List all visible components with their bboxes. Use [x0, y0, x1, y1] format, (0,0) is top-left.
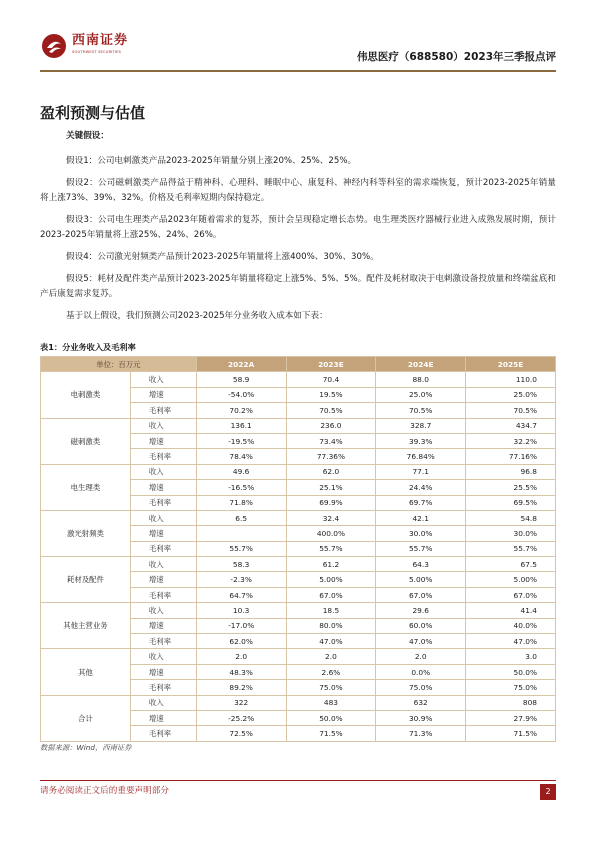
- data-source: 数据来源：Wind，西南证券: [40, 743, 132, 752]
- metric-value: 49.6: [196, 464, 286, 479]
- metric-value: 62.0%: [196, 634, 286, 649]
- assumption-5: 假设5：耗材及配件类产品预计2023-2025年销量将稳定上涨5%、5%、5%。配件及耗材取决于电刺激设备投放量和终端盆底和产后康复需求复苏。: [40, 274, 556, 299]
- table-row: [41, 418, 556, 433]
- metric-label: 收入: [130, 603, 196, 618]
- assumption-4: 假设4：公司激光射频类产品预计2023-2025年销量将上涨400%、30%、30%。: [66, 252, 379, 262]
- segment-name: 电刺激类: [41, 372, 131, 418]
- metric-value: 77.16%: [466, 449, 556, 464]
- metric-value: 322: [196, 695, 286, 710]
- metric-label: 毛利率: [130, 449, 196, 464]
- metric-label: 收入: [130, 649, 196, 664]
- page-header: [40, 32, 556, 70]
- metric-value: 5.00%: [286, 572, 376, 587]
- metric-value: 808: [466, 695, 556, 710]
- metric-value: 55.7%: [376, 541, 466, 556]
- metric-value: 40.0%: [466, 618, 556, 633]
- header-divider: [40, 70, 556, 72]
- metric-value: 69.9%: [286, 495, 376, 510]
- metric-value: 2.0: [196, 649, 286, 664]
- metric-label: 收入: [130, 464, 196, 479]
- metric-value: 55.7%: [196, 541, 286, 556]
- metric-value: -54.0%: [196, 387, 286, 402]
- table-row: [41, 695, 556, 710]
- metric-value: 89.2%: [196, 680, 286, 695]
- year-header: 2024E: [376, 357, 466, 372]
- metric-value: 236.0: [286, 418, 376, 433]
- metric-value: -17.0%: [196, 618, 286, 633]
- metric-value: -2.3%: [196, 572, 286, 587]
- metric-value: 328.7: [376, 418, 466, 433]
- table-row: [41, 603, 556, 618]
- metric-value: 55.7%: [286, 541, 376, 556]
- metric-value: 67.5: [466, 557, 556, 572]
- metric-value: 71.5%: [466, 726, 556, 741]
- metric-value: 42.1: [376, 510, 466, 525]
- metric-value: 69.7%: [376, 495, 466, 510]
- footer-disclaimer: 请务必阅读正文后的重要声明部分: [40, 786, 169, 796]
- metric-value: 76.84%: [376, 449, 466, 464]
- metric-value: 30.0%: [466, 526, 556, 541]
- brand-logo-icon: [40, 32, 68, 60]
- metric-value: 50.0%: [466, 664, 556, 679]
- metric-value: 77.1: [376, 464, 466, 479]
- table-header-row: [41, 357, 556, 372]
- metric-label: 毛利率: [130, 403, 196, 418]
- metric-label: 增速: [130, 572, 196, 587]
- metric-label: 增速: [130, 710, 196, 725]
- metric-label: 毛利率: [130, 495, 196, 510]
- metric-value: 0.0%: [376, 664, 466, 679]
- metric-value: 88.0: [376, 372, 466, 387]
- metric-value: 47.0%: [466, 634, 556, 649]
- metric-label: 毛利率: [130, 680, 196, 695]
- metric-label: 毛利率: [130, 726, 196, 741]
- segment-name: 电生理类: [41, 464, 131, 510]
- metric-value: 78.4%: [196, 449, 286, 464]
- metric-value: 632: [376, 695, 466, 710]
- metric-label: 增速: [130, 433, 196, 448]
- metric-value: 6.5: [196, 510, 286, 525]
- metric-value: 434.7: [466, 418, 556, 433]
- metric-value: 54.8: [466, 510, 556, 525]
- metric-value: 75.0%: [286, 680, 376, 695]
- brand-logo: [40, 32, 128, 66]
- metric-value: 70.5%: [376, 403, 466, 418]
- metric-value: 39.3%: [376, 433, 466, 448]
- metric-value: -19.5%: [196, 433, 286, 448]
- brand-name-en: SOUTHWEST SECURITIES: [72, 50, 122, 54]
- report-title: 伟思医疗（688580）2023年三季报点评: [356, 51, 556, 63]
- metric-value: 30.0%: [376, 526, 466, 541]
- table-row: [41, 372, 556, 387]
- table-title: 表1：分业务收入及毛利率: [40, 342, 136, 352]
- metric-value: 58.3: [196, 557, 286, 572]
- metric-value: 29.6: [376, 603, 466, 618]
- metric-value: 77.36%: [286, 449, 376, 464]
- metric-label: 毛利率: [130, 634, 196, 649]
- metric-value: 67.0%: [466, 587, 556, 602]
- metric-label: 增速: [130, 480, 196, 495]
- metric-label: 增速: [130, 387, 196, 402]
- metric-value: 75.0%: [466, 680, 556, 695]
- metric-value: 96.8: [466, 464, 556, 479]
- metric-value: 60.0%: [376, 618, 466, 633]
- metric-value: 64.7%: [196, 587, 286, 602]
- metric-value: 2.0: [376, 649, 466, 664]
- metric-value: 69.5%: [466, 495, 556, 510]
- metric-label: 毛利率: [130, 541, 196, 556]
- metric-label: 收入: [130, 557, 196, 572]
- assumption-2: 假设2：公司磁刺激类产品得益于精神科、心理科、睡眠中心、康复科、神经内科等科室的需求端恢复，预计2023-2025年销量将上涨73%、39%、32%。价格及毛利率短期内保持稳定。: [40, 178, 556, 203]
- segment-name: 合计: [41, 695, 131, 741]
- table-row: [41, 557, 556, 572]
- metric-value: 32.2%: [466, 433, 556, 448]
- metric-value: 58.9: [196, 372, 286, 387]
- metric-value: 27.9%: [466, 710, 556, 725]
- segment-name: 其他: [41, 649, 131, 695]
- metric-value: 25.5%: [466, 480, 556, 495]
- metric-value: 72.5%: [196, 726, 286, 741]
- unit-label: 单位：百万元: [41, 357, 197, 372]
- segment-name: 磁刺激类: [41, 418, 131, 464]
- metric-value: 62.0: [286, 464, 376, 479]
- table-row: [41, 649, 556, 664]
- year-header: 2022A: [196, 357, 286, 372]
- metric-label: 增速: [130, 526, 196, 541]
- metric-value: 32.4: [286, 510, 376, 525]
- year-header: 2025E: [466, 357, 556, 372]
- metric-value: 70.2%: [196, 403, 286, 418]
- table-row: [41, 510, 556, 525]
- metric-label: 收入: [130, 695, 196, 710]
- revenue-margin-table: [40, 356, 556, 742]
- metric-value: 48.3%: [196, 664, 286, 679]
- metric-value: 67.0%: [286, 587, 376, 602]
- metric-value: 18.5: [286, 603, 376, 618]
- metric-value: 400.0%: [286, 526, 376, 541]
- year-header: 2023E: [286, 357, 376, 372]
- metric-value: 25.1%: [286, 480, 376, 495]
- metric-label: 收入: [130, 418, 196, 433]
- metric-value: 73.4%: [286, 433, 376, 448]
- metric-value: 25.0%: [376, 387, 466, 402]
- metric-label: 收入: [130, 372, 196, 387]
- metric-value: 30.9%: [376, 710, 466, 725]
- key-assumptions-heading: 关键假设：: [66, 131, 109, 141]
- metric-value: 70.5%: [286, 403, 376, 418]
- metric-value: 483: [286, 695, 376, 710]
- metric-value: 41.4: [466, 603, 556, 618]
- metric-label: 毛利率: [130, 587, 196, 602]
- metric-value: 71.8%: [196, 495, 286, 510]
- metric-value: 70.5%: [466, 403, 556, 418]
- metric-value: 61.2: [286, 557, 376, 572]
- metric-value: 47.0%: [376, 634, 466, 649]
- metric-value: 71.3%: [376, 726, 466, 741]
- metric-label: 增速: [130, 664, 196, 679]
- metric-value: 47.0%: [286, 634, 376, 649]
- segment-name: 激光射频类: [41, 510, 131, 556]
- metric-value: -25.2%: [196, 710, 286, 725]
- metric-value: 25.0%: [466, 387, 556, 402]
- table-body: [41, 372, 556, 741]
- metric-value: 3.0: [466, 649, 556, 664]
- body-text: [40, 129, 556, 331]
- segment-name: 耗材及配件: [41, 557, 131, 603]
- assumption-3: 假设3：公司电生理类产品2023年随着需求的复苏，预计会呈现稳定增长态势。电生理类医疗器械行业进入成熟发展时期，预计2023-2025年销量将上涨25%、24%、26%。: [40, 215, 556, 240]
- metric-label: 增速: [130, 618, 196, 633]
- page-number: 2: [540, 784, 556, 800]
- metric-value: [196, 526, 286, 541]
- brand-name: 西南证券: [72, 33, 129, 48]
- metric-value: 24.4%: [376, 480, 466, 495]
- metric-value: -16.5%: [196, 480, 286, 495]
- metric-value: 64.3: [376, 557, 466, 572]
- forecast-intro: 基于以上假设，我们预测公司2023-2025年分业务收入成本如下表：: [66, 311, 328, 321]
- metric-value: 70.4: [286, 372, 376, 387]
- metric-value: 10.3: [196, 603, 286, 618]
- segment-name: 其他主营业务: [41, 603, 131, 649]
- metric-value: 19.5%: [286, 387, 376, 402]
- metric-value: 75.0%: [376, 680, 466, 695]
- metric-value: 71.5%: [286, 726, 376, 741]
- metric-value: 110.0: [466, 372, 556, 387]
- metric-value: 50.0%: [286, 710, 376, 725]
- metric-label: 收入: [130, 510, 196, 525]
- section-title: 盈利预测与估值: [40, 104, 146, 122]
- metric-value: 67.0%: [376, 587, 466, 602]
- metric-value: 5.00%: [466, 572, 556, 587]
- metric-value: 136.1: [196, 418, 286, 433]
- footer-divider: [40, 780, 556, 781]
- metric-value: 80.0%: [286, 618, 376, 633]
- table-row: [41, 464, 556, 479]
- metric-value: 55.7%: [466, 541, 556, 556]
- metric-value: 5.00%: [376, 572, 466, 587]
- assumption-1: 假设1：公司电刺激类产品2023-2025年销量分别上涨20%、25%、25%。: [66, 156, 357, 166]
- metric-value: 2.6%: [286, 664, 376, 679]
- metric-value: 2.0: [286, 649, 376, 664]
